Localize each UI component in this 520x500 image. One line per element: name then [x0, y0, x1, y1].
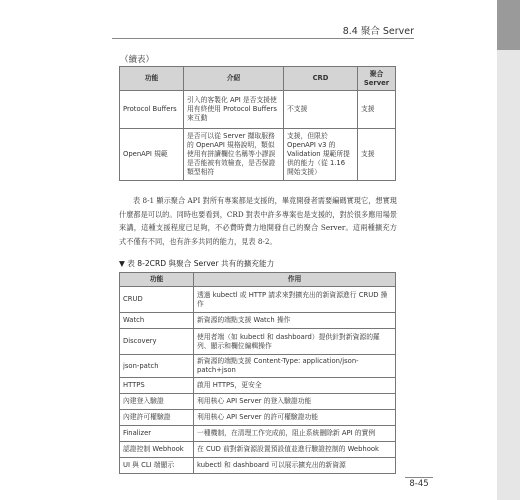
table-cell: 在 CUD 前對新資源設置預設值並進行驗證控制的 Webhook — [194, 442, 396, 458]
chapter-tab-marker — [497, 0, 520, 50]
table-row — [120, 355, 396, 378]
table-cell: CRUD — [120, 287, 194, 313]
table-cell: 一種機制，在清理工作完成前，阻止系統刪除新 API 的實例 — [194, 426, 396, 442]
table-caption: ▼ 表 8-2CRD 與聚合 Server 共有的擴充能力 — [119, 259, 275, 268]
chapter-tab — [497, 0, 520, 500]
table-header-cell: CRD — [284, 67, 358, 91]
table-cell: 透過 kubectl 或 HTTP 請求來對擴充出的新資源進行 CRUD 操作 — [194, 287, 396, 313]
body-paragraph — [119, 194, 397, 248]
table-cell: 引入的客製化 API 是否支援使用有終使用 Protocol Buffers 來互動 — [184, 91, 284, 129]
table-row — [120, 91, 396, 129]
table-cell: Watch — [120, 313, 194, 329]
table-row — [120, 458, 396, 474]
table-header-cell: 功能 — [120, 273, 194, 287]
table-cell: json-patch — [120, 355, 194, 378]
table-row — [120, 426, 396, 442]
table-cell: 新資源的端點支援 Watch 操作 — [194, 313, 396, 329]
table-header-cell: 聚合 Server — [358, 67, 396, 91]
table-header-cell: 功能 — [120, 67, 184, 91]
table-cell: Finalizer — [120, 426, 194, 442]
table-cell: 認證控制 Webhook — [120, 442, 194, 458]
table-cell: OpenAPI 規範 — [120, 129, 184, 181]
table-row — [120, 313, 396, 329]
table-cell: 支援，但限於 OpenAPI v3 的 Validation 規範所提供的能力（從 1.16 開始支援） — [284, 129, 358, 181]
table-row — [120, 287, 396, 313]
table-cell: HTTPS — [120, 378, 194, 394]
table-row — [120, 410, 396, 426]
table-row — [120, 129, 396, 181]
table-cell: 不支援 — [284, 91, 358, 129]
table-cell: 利用核心 API Server 的登入驗證功能 — [194, 394, 396, 410]
table-row — [120, 394, 396, 410]
table-8-1-continued — [119, 66, 396, 181]
table-row — [120, 442, 396, 458]
table-cell: 內建登入驗證 — [120, 394, 194, 410]
table-cell: 使用者端（如 kubectl 和 dashboard）提供針對新資源的羅列、顯示和欄位編輯操作 — [194, 329, 396, 355]
page-number: 8-45 — [405, 477, 433, 489]
table-cell: 利用核心 API Server 的許可權驗證功能 — [194, 410, 396, 426]
table-cell: 是否可以從 Server 擷取服務的 OpenAPI 規格說明，類似使用有拼讀欄位名稱等小謬誤是否能被有效檢查，是否保證類型相符 — [184, 129, 284, 181]
table-row — [120, 378, 396, 394]
table-header-cell: 作用 — [194, 273, 396, 287]
table-cell: 支援 — [358, 91, 396, 129]
continued-label: （續表） — [120, 55, 155, 65]
table-cell: Discovery — [120, 329, 194, 355]
table-cell: Protocol Buffers — [120, 91, 184, 129]
table-cell: kubectl 和 dashboard 可以展示擴充出的新資源 — [194, 458, 396, 474]
table-header-cell: 介紹 — [184, 67, 284, 91]
table-8-2 — [119, 272, 396, 474]
table-cell: 新資源的端點支援 Content-Type: application/json-patch+json — [194, 355, 396, 378]
running-header — [112, 22, 414, 39]
table-row — [120, 329, 396, 355]
paragraph-text: 表 8-1 顯示聚合 API 對所有專案都是支援的，畢竟開發者需要編碼實現它，想實現什麼都是可以的。同時也要看到，CRD 對表中許多專案也是支援的，對於很多應用場景來講，這種支援程度已足夠，不必費時費力地開發自己的聚合 Server。這兩種擴充方式不僅有不同，也有許多共同的能力，見表 8-2。 — [119, 196, 397, 246]
header-title: 8.4 聚合 Server — [342, 26, 414, 37]
table-cell: UI 與 CLI 端顯示 — [120, 458, 194, 474]
table-cell: 支援 — [358, 129, 396, 181]
table-cell: 啟用 HTTPS，更安全 — [194, 378, 396, 394]
table-cell: 內建許可權驗證 — [120, 410, 194, 426]
